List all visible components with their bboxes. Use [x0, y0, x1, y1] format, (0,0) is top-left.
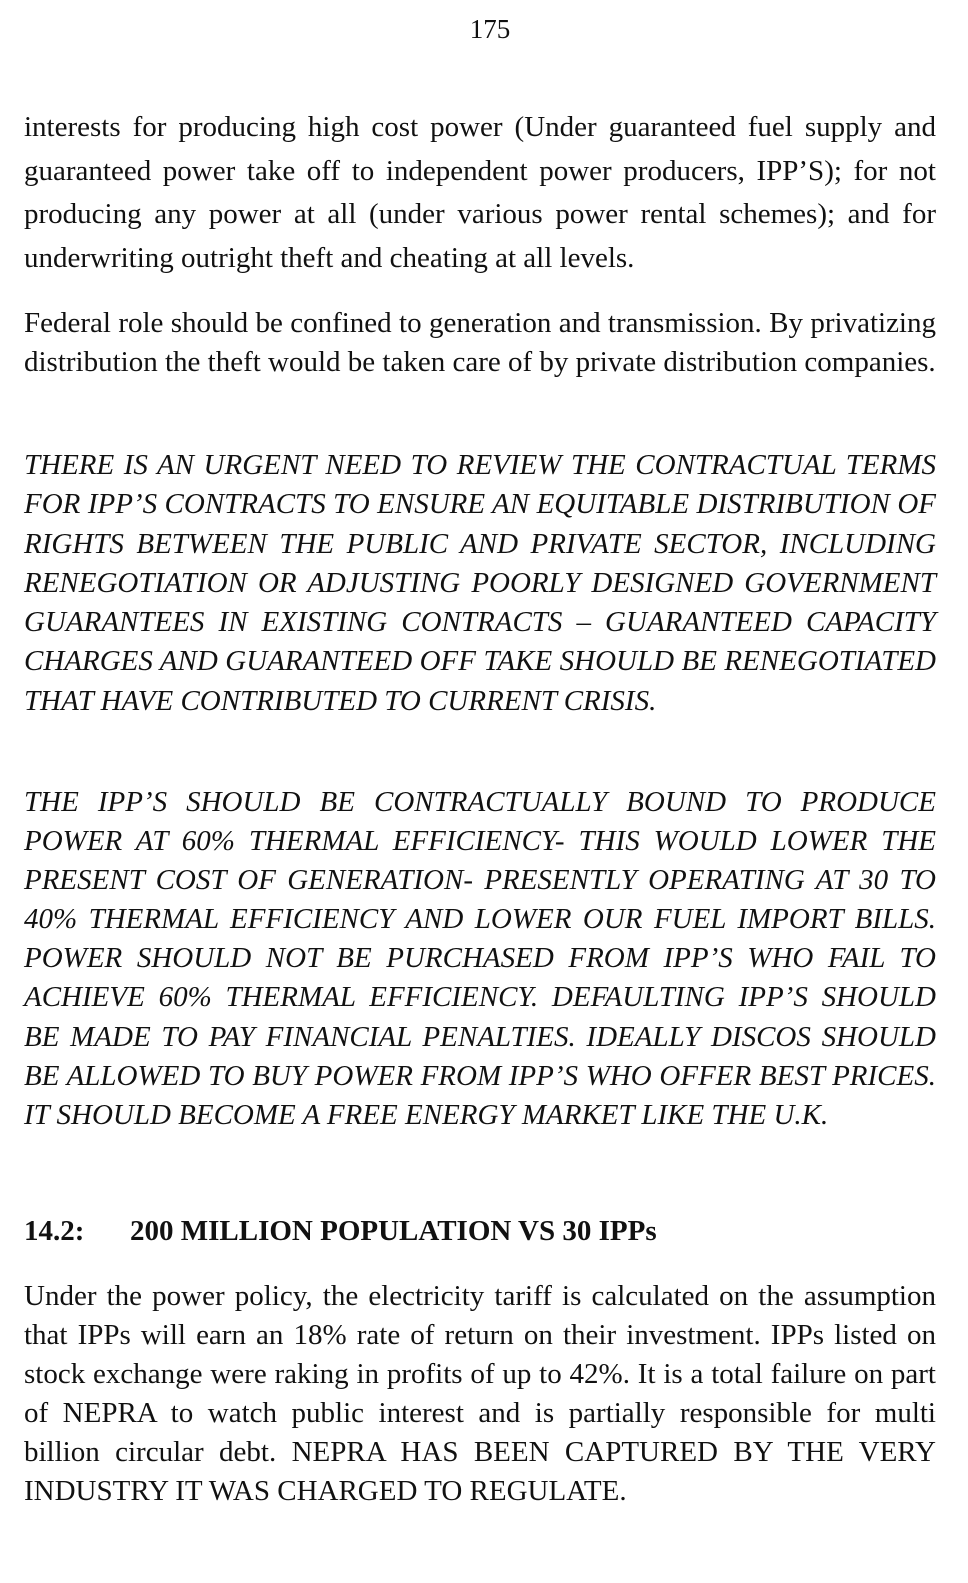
page-number: 175 — [469, 14, 511, 44]
paragraph-power-policy: Under the power policy, the electricity tariff is calculated on the assumption that IPPs will earn an 18% rate of return on their investment. IPPs listed on stock exchange were raking in profits of up to 42%. It is a total failure on part of NEPRA to watch public interest and is partially responsible for multi billion circular debt. NEPRA HAS BEEN CAPTURED BY THE VERY INDUSTRY IT WAS CHARGED TO REGULATE. — [24, 1280, 936, 1507]
section-heading — [24, 1211, 936, 1251]
section-number: 14.2: — [24, 1215, 85, 1247]
paragraph-ipp-interests: interests for producing high cost power (Under guaranteed fuel supply and guaranteed power take off to independent power producers, IPP’S); for not producing any power at all (under various power rental schemes); and for underwriting outright theft and cheating at all levels. — [24, 111, 936, 274]
paragraph-thermal-efficiency: THE IPP’S SHOULD BE CONTRACTUALLY BOUND TO PRODUCE POWER AT 60% THERMAL EFFICIENCY- THIS WOULD LOWER THE PRESENT COST OF GENERATION- PRESENTLY OPERATING AT 30 TO 40% THERMAL EFFICIENCY AND LOWER OUR FUEL IMPORT BILLS. POWER SHOULD NOT BE PURCHASED FROM IPP’S WHO FAIL TO ACHIEVE 60% THERMAL EFFICIENCY. DEFAULTING IPP’S SHOULD BE MADE TO PAY FINANCIAL PENALTIES. IDEALLY DISCOS SHOULD BE ALLOWED TO BUY POWER FROM IPP’S WHO OFFER BEST PRICES. IT SHOULD BECOME A FREE ENERGY MARKET LIKE THE U.K. — [24, 786, 936, 1131]
section-title: 200 MILLION POPULATION VS 30 IPPs — [130, 1215, 657, 1247]
paragraph-contract-review: THERE IS AN URGENT NEED TO REVIEW THE CONTRACTUAL TERMS FOR IPP’S CONTRACTS TO ENSURE AN EQUITABLE DISTRIBUTION OF RIGHTS BETWEEN THE PUBLIC AND PRIVATE SECTOR, INCLUDING RENEGOTIATION OR ADJUSTING POORLY DESIGNED GOVERNMENT GUARANTEES IN EXISTING CONTRACTS – GUARANTEED CAPACITY CHARGES AND GUARANTEED OFF TAKE SHOULD BE RENEGOTIATED THAT HAVE CONTRIBUTED TO CURRENT CRISIS. — [24, 449, 936, 717]
paragraph-federal-role: Federal role should be confined to generation and transmission. By privatizing distribution the theft would be taken care of by private distribution companies. — [24, 307, 936, 378]
document-page — [24, 0, 936, 1507]
